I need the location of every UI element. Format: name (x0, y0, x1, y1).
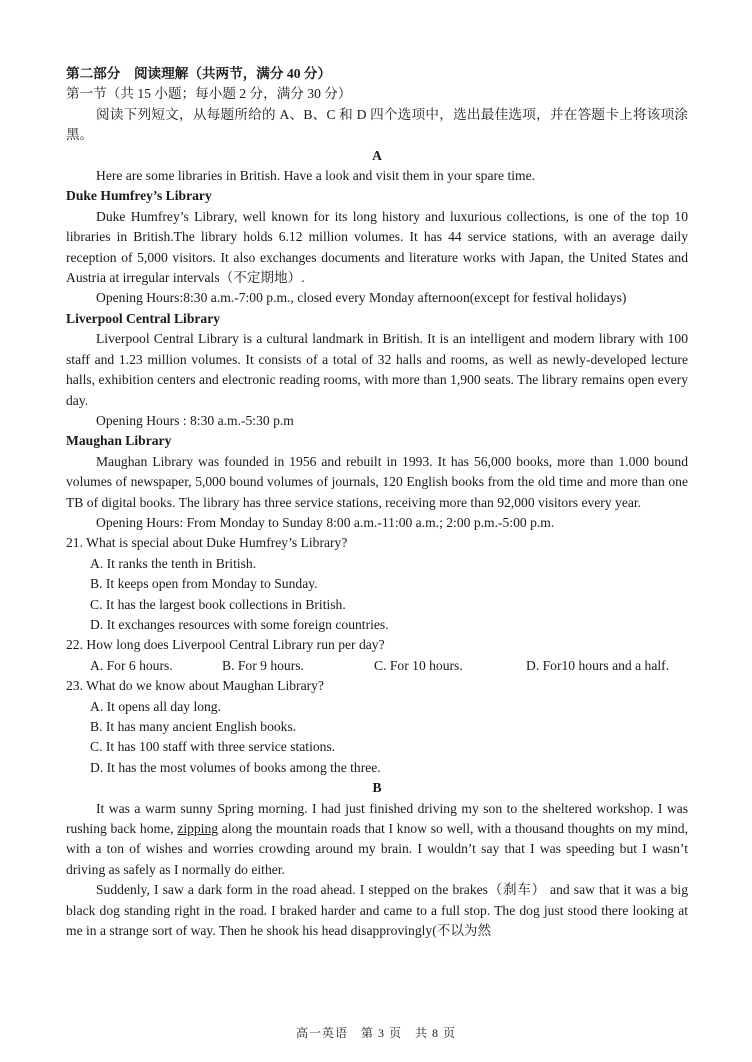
question-21: 21. What is special about Duke Humfrey’s Library? (66, 535, 348, 551)
q23-option-a: A. It opens all day long. (90, 698, 222, 714)
section-subtitle: 第一节（共 15 小题；每小题 2 分，满分 30 分） (66, 86, 352, 102)
library-2-text: Liverpool Central Library is a cultural landmark in British. It is an intelligent and modern library with 100 staff and 1.23 million volumes. It consists of a total of 32 halls and rooms, as well as newly-developed lecture halls, exhibition centers and electronic reading rooms, with more than 1,900 seats. The library remains open every day. (66, 331, 688, 408)
section-title: 第二部分 阅读理解（共两节，满分 40 分） (66, 66, 332, 81)
section-instruction: 阅读下列短文，从每题所给的 A、B、C 和 D 四个选项中，选出最佳选项，并在答题卡上将该项涂黑。 (66, 106, 688, 143)
q22-option-d: D. For10 hours and a half. (526, 657, 670, 673)
library-1-hours: Opening Hours:8:30 a.m.-7:00 p.m., closed every Monday afternoon(except for festival holidays) (96, 290, 627, 306)
q22-option-a: A. For 6 hours. (90, 657, 173, 673)
q21-option-d: D. It exchanges resources with some foreign countries. (90, 616, 389, 632)
p1-after: along the mountain roads that I know so well, with a thousand thoughts on my mind, with a ton of wishes and worries crowding around my brain. I wouldn’t say that I was speeding but I wasn’t driving as safely as I normally do either. (66, 821, 688, 877)
q23-option-d: D. It has the most volumes of books among the three. (90, 759, 381, 775)
passage-a-intro: Here are some libraries in British. Have a look and visit them in your spare time. (96, 168, 536, 184)
q21-option-b: B. It keeps open from Monday to Sunday. (90, 576, 318, 592)
question-23: 23. What do we know about Maughan Library? (66, 678, 324, 694)
exam-page (66, 64, 688, 941)
q22-options (66, 656, 688, 676)
q21-option-c: C. It has the largest book collections in British. (90, 596, 346, 612)
passage-b-label: B (372, 780, 382, 796)
library-3-text: Maughan Library was founded in 1956 and rebuilt in 1993. It has 56,000 books, more than 1.000 bound volumes of newspaper, 5,000 bound volumes of journals, 120 English books from the old time and more than one TB of digital books. The library has three service stations, receiving more than 92,000 visitors every year. (66, 453, 688, 510)
p1-before: It was a warm sunny Spring morning. I had just finished driving my son to the sheltered workshop. I was rushing back home, (66, 800, 688, 837)
q23-option-b: B. It has many ancient English books. (90, 719, 297, 734)
q22-option-b: B. For 9 hours. (222, 657, 304, 673)
library-2-hours: Opening Hours : 8:30 a.m.-5:30 p.m (96, 412, 294, 428)
q22-option-c: C. For 10 hours. (374, 657, 463, 673)
passage-a-label: A (372, 147, 382, 163)
library-3-title: Maughan Library (66, 433, 172, 449)
library-3-hours: Opening Hours: From Monday to Sunday 8:00 a.m.-11:00 a.m.; 2:00 p.m.-5:00 p.m. (96, 514, 555, 530)
q21-option-a: A. It ranks the tenth in British. (90, 555, 257, 571)
passage-b-paragraph-1 (66, 799, 688, 881)
library-1-text: Duke Humfrey’s Library, well known for its long history and luxurious collections, is one of the top 10 libraries in British.The library holds 6.12 million volumes. It has 44 service stations, with an average daily reception of 5,000 visitors. It also exchanges documents and literature works with Japan, the United States and Austria at irregular intervals（不定期地）. (66, 208, 688, 286)
library-2-title: Liverpool Central Library (66, 310, 221, 326)
q23-option-c: C. It has 100 staff with three service stations. (90, 739, 336, 755)
underlined-word: zipping (177, 821, 219, 837)
library-1-title: Duke Humfrey’s Library (66, 188, 212, 204)
question-22: 22. How long does Liverpool Central Library run per day? (66, 637, 385, 653)
page-footer: 高一英语 第 3 页 共 8 页 (295, 1026, 456, 1040)
passage-b-paragraph-2: Suddenly, I saw a dark form in the road ahead. I stepped on the brakes（刹车） and saw that it was a big black dog standing right in the road. I braked harder and came to a full stop. The dog just stood there looking at me in a strange sort of way. Then he shook his head disapprovingly(不以为然 (66, 882, 688, 939)
